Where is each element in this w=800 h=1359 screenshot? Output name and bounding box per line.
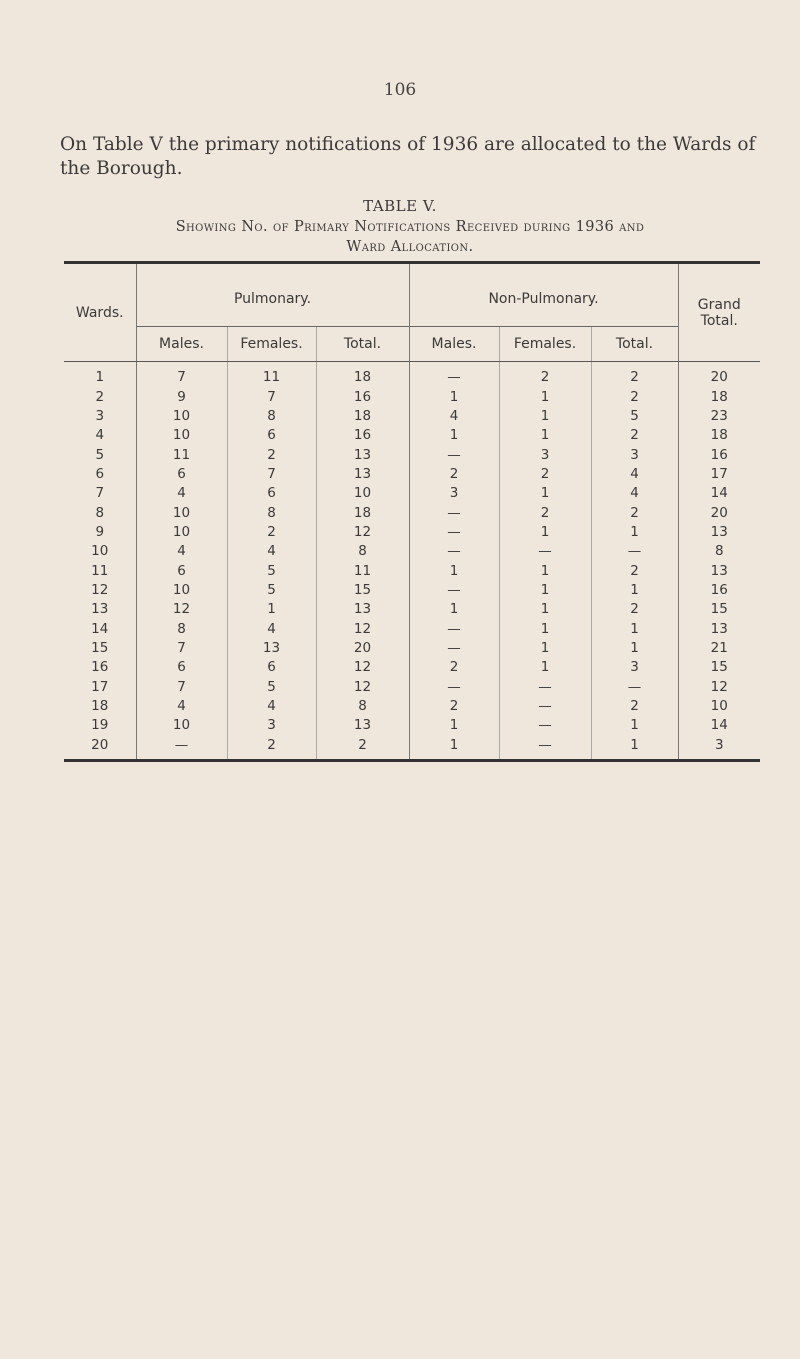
cell-pulmonary-females: 4 [227, 619, 316, 638]
cell-grand-total: 23 [678, 407, 760, 426]
cell-grand-total: 21 [678, 639, 760, 658]
cell-pulmonary-males: 10 [136, 716, 227, 735]
cell-non-pulmonary-males: — [409, 362, 499, 388]
cell-grand-total: 18 [678, 426, 760, 445]
cell-pulmonary-total: 13 [316, 600, 409, 619]
table-row [64, 716, 760, 735]
cell-pulmonary-males: 6 [136, 658, 227, 677]
ward-notifications-table [64, 261, 760, 762]
cell-pulmonary-total: 11 [316, 561, 409, 580]
cell-ward: 20 [91, 736, 109, 753]
cell-grand-total: 15 [678, 658, 760, 677]
cell-grand-total: 20 [678, 362, 760, 388]
cell-non-pulmonary-males: — [409, 581, 499, 600]
cell-ward: 9 [95, 523, 105, 540]
cell-non-pulmonary-females: 1 [499, 581, 591, 600]
intro-paragraph: On Table V the primary notifications of 1936 are allocated to the Wards of the Borough. [60, 134, 756, 179]
cell-non-pulmonary-females: 1 [499, 658, 591, 677]
header-non-pulmonary-males: Males. [409, 327, 499, 362]
cell-grand-total: 17 [678, 465, 760, 484]
table-row [64, 387, 760, 406]
cell-pulmonary-females: 7 [227, 465, 316, 484]
cell-non-pulmonary-total: 4 [591, 465, 678, 484]
header-pulmonary: Pulmonary. [136, 264, 409, 327]
cell-grand-total: 3 [678, 736, 760, 759]
header-grand-total [678, 264, 760, 362]
cell-non-pulmonary-males: 1 [409, 716, 499, 735]
cell-ward: 13 [91, 601, 109, 618]
table-row [64, 407, 760, 426]
cell-non-pulmonary-total: 5 [591, 407, 678, 426]
cell-pulmonary-total: 12 [316, 658, 409, 677]
cell-non-pulmonary-females: 1 [499, 387, 591, 406]
cell-non-pulmonary-total: — [591, 542, 678, 561]
cell-pulmonary-females: 13 [227, 639, 316, 658]
cell-ward: 8 [95, 504, 105, 521]
cell-pulmonary-males: 7 [136, 362, 227, 388]
table-row [64, 465, 760, 484]
cell-grand-total: 13 [678, 561, 760, 580]
cell-pulmonary-females: 3 [227, 716, 316, 735]
cell-pulmonary-females: 4 [227, 697, 316, 716]
cell-non-pulmonary-total: 2 [591, 362, 678, 388]
cell-grand-total: 14 [678, 484, 760, 503]
cell-pulmonary-total: 16 [316, 426, 409, 445]
cell-non-pulmonary-total: 1 [591, 736, 678, 759]
cell-ward: 4 [95, 427, 105, 444]
cell-non-pulmonary-total: — [591, 678, 678, 697]
table-row [64, 542, 760, 561]
cell-grand-total: 12 [678, 678, 760, 697]
table-row [64, 426, 760, 445]
cell-non-pulmonary-total: 1 [591, 639, 678, 658]
cell-non-pulmonary-total: 3 [591, 658, 678, 677]
cell-non-pulmonary-total: 2 [591, 387, 678, 406]
header-pulmonary-males: Males. [136, 327, 227, 362]
cell-non-pulmonary-females: 2 [499, 362, 591, 388]
header-non-pulmonary-females: Females. [499, 327, 591, 362]
cell-ward: 7 [95, 485, 105, 502]
cell-pulmonary-females: 5 [227, 678, 316, 697]
cell-ward: 15 [91, 639, 109, 656]
cell-pulmonary-total: 13 [316, 465, 409, 484]
cell-pulmonary-males: 7 [136, 678, 227, 697]
cell-non-pulmonary-total: 1 [591, 581, 678, 600]
header-non-pulmonary-total: Total. [591, 327, 678, 362]
cell-non-pulmonary-males: — [409, 503, 499, 522]
table-row [64, 503, 760, 522]
header-grand-total-line-1: Grand [697, 296, 741, 313]
cell-pulmonary-total: 10 [316, 484, 409, 503]
cell-pulmonary-total: 13 [316, 445, 409, 464]
cell-pulmonary-total: 8 [316, 542, 409, 561]
cell-grand-total: 14 [678, 716, 760, 735]
header-wards: Wards. [64, 264, 136, 362]
cell-ward: 3 [95, 407, 105, 424]
table-row [64, 678, 760, 697]
cell-pulmonary-total: 12 [316, 678, 409, 697]
cell-non-pulmonary-total: 1 [591, 716, 678, 735]
cell-grand-total: 10 [678, 697, 760, 716]
table-row [64, 445, 760, 464]
cell-pulmonary-females: 6 [227, 658, 316, 677]
cell-pulmonary-females: 2 [227, 445, 316, 464]
cell-pulmonary-females: 2 [227, 523, 316, 542]
cell-non-pulmonary-males: — [409, 639, 499, 658]
cell-pulmonary-total: 15 [316, 581, 409, 600]
cell-non-pulmonary-females: 1 [499, 600, 591, 619]
cell-pulmonary-males: 10 [136, 523, 227, 542]
header-non-pulmonary: Non-Pulmonary. [409, 264, 678, 327]
table-row [64, 619, 760, 638]
cell-grand-total: 15 [678, 600, 760, 619]
cell-non-pulmonary-total: 1 [591, 619, 678, 638]
cell-non-pulmonary-total: 2 [591, 561, 678, 580]
cell-non-pulmonary-males: 1 [409, 600, 499, 619]
cell-pulmonary-males: 4 [136, 484, 227, 503]
cell-non-pulmonary-females: 1 [499, 619, 591, 638]
cell-ward: 16 [91, 659, 109, 676]
cell-non-pulmonary-males: 3 [409, 484, 499, 503]
cell-pulmonary-total: 12 [316, 523, 409, 542]
cell-pulmonary-females: 6 [227, 484, 316, 503]
cell-non-pulmonary-females: 1 [499, 484, 591, 503]
cell-pulmonary-total: 13 [316, 716, 409, 735]
cell-non-pulmonary-males: 1 [409, 426, 499, 445]
cell-pulmonary-males: 7 [136, 639, 227, 658]
cell-pulmonary-females: 7 [227, 387, 316, 406]
cell-non-pulmonary-females: 1 [499, 407, 591, 426]
table-row [64, 561, 760, 580]
cell-non-pulmonary-males: 1 [409, 736, 499, 759]
cell-pulmonary-total: 18 [316, 407, 409, 426]
cell-pulmonary-males: 10 [136, 581, 227, 600]
table-subtitle-line-2: Ward Allocation. [346, 239, 474, 255]
cell-pulmonary-total: 20 [316, 639, 409, 658]
cell-pulmonary-males: 4 [136, 542, 227, 561]
table-row [64, 736, 760, 759]
cell-non-pulmonary-males: — [409, 678, 499, 697]
cell-pulmonary-females: 1 [227, 600, 316, 619]
cell-pulmonary-females: 2 [227, 736, 316, 759]
cell-non-pulmonary-females: 3 [499, 445, 591, 464]
cell-non-pulmonary-females: 1 [499, 561, 591, 580]
table-subtitle [60, 217, 760, 257]
cell-non-pulmonary-females: 1 [499, 523, 591, 542]
cell-pulmonary-females: 6 [227, 426, 316, 445]
table-row [64, 362, 760, 388]
table-row [64, 581, 760, 600]
cell-ward: 18 [91, 698, 109, 715]
cell-pulmonary-total: 16 [316, 387, 409, 406]
cell-non-pulmonary-males: — [409, 542, 499, 561]
header-pulmonary-females: Females. [227, 327, 316, 362]
cell-ward: 2 [95, 388, 105, 405]
table-row [64, 697, 760, 716]
cell-pulmonary-total: 2 [316, 736, 409, 759]
cell-non-pulmonary-females: 1 [499, 426, 591, 445]
cell-ward: 1 [95, 369, 105, 386]
table-row [64, 484, 760, 503]
cell-non-pulmonary-males: 2 [409, 658, 499, 677]
cell-non-pulmonary-males: 2 [409, 697, 499, 716]
cell-ward: 12 [91, 581, 109, 598]
table-row [64, 600, 760, 619]
header-pulmonary-total: Total. [316, 327, 409, 362]
cell-ward: 10 [91, 543, 109, 560]
cell-non-pulmonary-females: — [499, 716, 591, 735]
cell-non-pulmonary-females: — [499, 697, 591, 716]
cell-pulmonary-females: 11 [227, 362, 316, 388]
cell-non-pulmonary-males: 1 [409, 387, 499, 406]
cell-pulmonary-total: 12 [316, 619, 409, 638]
cell-pulmonary-males: 6 [136, 465, 227, 484]
table-row [64, 523, 760, 542]
cell-non-pulmonary-total: 3 [591, 445, 678, 464]
cell-pulmonary-total: 8 [316, 697, 409, 716]
cell-ward: 6 [95, 465, 105, 482]
cell-non-pulmonary-females: 1 [499, 639, 591, 658]
cell-pulmonary-males: 10 [136, 407, 227, 426]
cell-non-pulmonary-total: 2 [591, 600, 678, 619]
cell-non-pulmonary-males: 1 [409, 561, 499, 580]
cell-non-pulmonary-males: — [409, 445, 499, 464]
cell-pulmonary-females: 5 [227, 561, 316, 580]
cell-non-pulmonary-total: 2 [591, 503, 678, 522]
cell-grand-total: 8 [678, 542, 760, 561]
header-grand-total-line-2: Total. [700, 312, 738, 329]
cell-pulmonary-males: 4 [136, 697, 227, 716]
cell-non-pulmonary-males: — [409, 619, 499, 638]
cell-non-pulmonary-females: — [499, 736, 591, 759]
cell-pulmonary-males: 6 [136, 561, 227, 580]
page-number: 106 [383, 80, 417, 100]
cell-pulmonary-total: 18 [316, 503, 409, 522]
cell-non-pulmonary-total: 2 [591, 426, 678, 445]
cell-pulmonary-males: 10 [136, 426, 227, 445]
cell-pulmonary-males: 11 [136, 445, 227, 464]
cell-non-pulmonary-females: 2 [499, 465, 591, 484]
cell-ward: 11 [91, 562, 109, 579]
cell-pulmonary-males: 10 [136, 503, 227, 522]
table-row [64, 639, 760, 658]
cell-non-pulmonary-total: 1 [591, 523, 678, 542]
cell-ward: 17 [91, 678, 109, 695]
cell-ward: 5 [95, 446, 105, 463]
cell-non-pulmonary-females: — [499, 542, 591, 561]
cell-pulmonary-females: 5 [227, 581, 316, 600]
cell-grand-total: 18 [678, 387, 760, 406]
cell-grand-total: 16 [678, 445, 760, 464]
cell-grand-total: 13 [678, 523, 760, 542]
cell-pulmonary-total: 18 [316, 362, 409, 388]
cell-grand-total: 20 [678, 503, 760, 522]
table-row [64, 658, 760, 677]
table-body [64, 362, 760, 759]
cell-pulmonary-males: 12 [136, 600, 227, 619]
cell-non-pulmonary-males: 2 [409, 465, 499, 484]
cell-non-pulmonary-females: — [499, 678, 591, 697]
table-title: TABLE V. [363, 197, 437, 215]
cell-non-pulmonary-males: 4 [409, 407, 499, 426]
cell-non-pulmonary-total: 4 [591, 484, 678, 503]
cell-grand-total: 16 [678, 581, 760, 600]
table-subtitle-line-1: Showing No. of Primary Notifications Received during 1936 and [175, 219, 645, 235]
cell-pulmonary-males: 9 [136, 387, 227, 406]
cell-pulmonary-females: 8 [227, 503, 316, 522]
cell-ward: 19 [91, 717, 109, 734]
cell-pulmonary-males: — [136, 736, 227, 759]
cell-non-pulmonary-total: 2 [591, 697, 678, 716]
cell-ward: 14 [91, 620, 109, 637]
cell-pulmonary-females: 8 [227, 407, 316, 426]
cell-grand-total: 13 [678, 619, 760, 638]
cell-pulmonary-females: 4 [227, 542, 316, 561]
cell-non-pulmonary-males: — [409, 523, 499, 542]
cell-non-pulmonary-females: 2 [499, 503, 591, 522]
cell-pulmonary-males: 8 [136, 619, 227, 638]
